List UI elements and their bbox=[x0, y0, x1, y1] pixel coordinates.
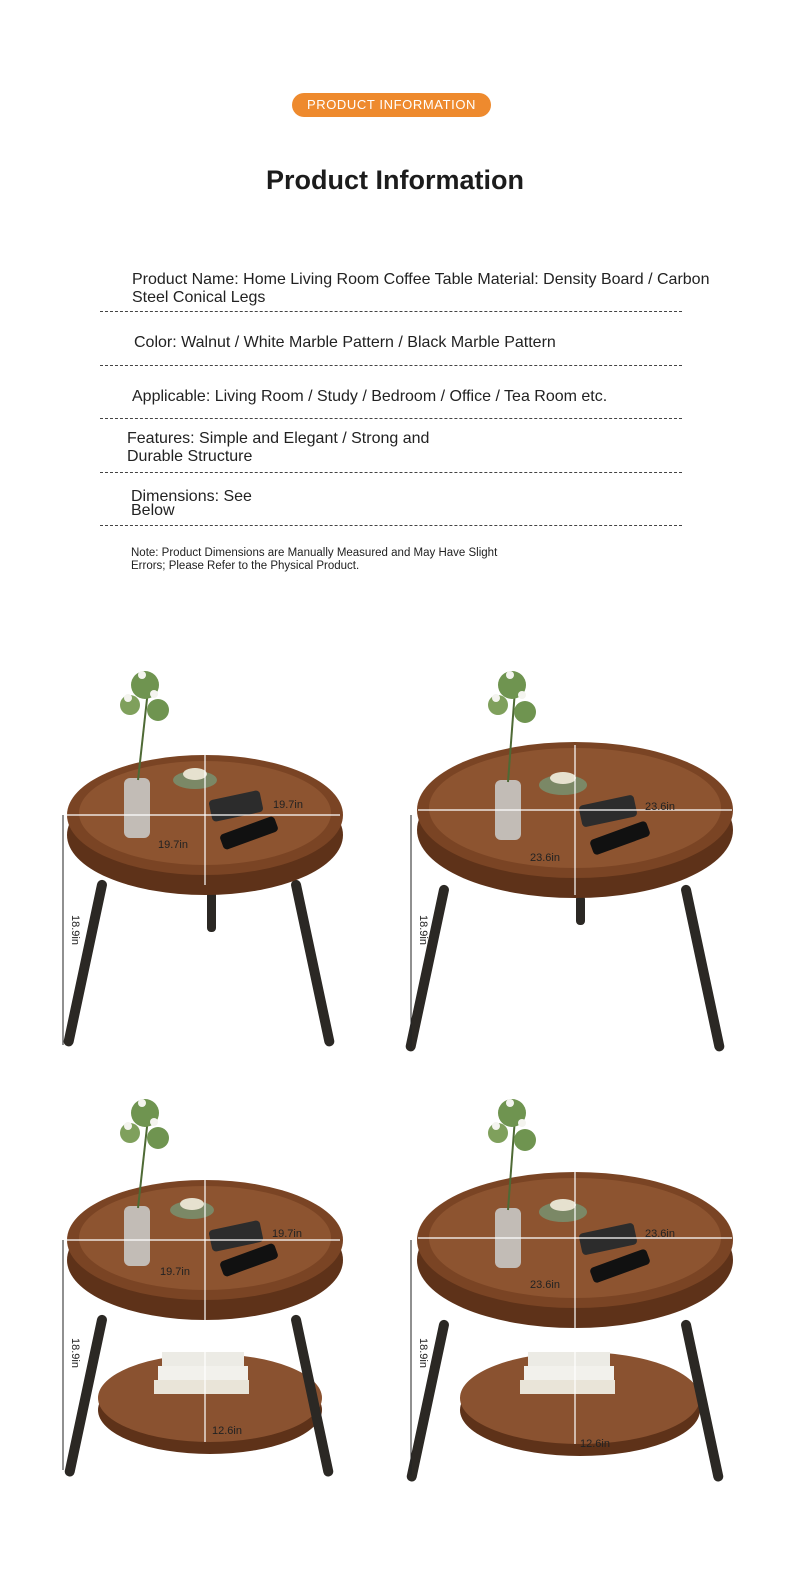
coffee-cup bbox=[550, 772, 576, 784]
book bbox=[528, 1352, 610, 1366]
spec-applicable: Applicable: Living Room / Study / Bedroom / Office / Tea Room etc. bbox=[132, 388, 608, 405]
product-image-single-large bbox=[400, 650, 760, 1070]
product-information-badge: PRODUCT INFORMATION bbox=[292, 93, 491, 117]
height-label: 18.9in bbox=[69, 915, 81, 945]
table-leg bbox=[207, 890, 216, 932]
table-leg bbox=[576, 895, 585, 925]
depth-label: 19.7in bbox=[160, 1266, 190, 1278]
page-title: Product Information bbox=[266, 165, 524, 195]
height-label: 18.9in bbox=[417, 915, 429, 945]
vase bbox=[124, 1206, 150, 1266]
width-label: 23.6in bbox=[645, 801, 675, 813]
divider bbox=[100, 311, 682, 312]
width-label: 19.7in bbox=[272, 1228, 302, 1240]
book bbox=[524, 1366, 614, 1380]
coffee-cup bbox=[183, 768, 207, 780]
product-image-single-small bbox=[50, 650, 410, 1070]
book bbox=[158, 1366, 248, 1380]
divider bbox=[100, 418, 682, 419]
spec-product-name: Product Name: Home Living Room Coffee Table Material: Density Board / Carbon Steel Conical Legs bbox=[132, 271, 710, 306]
table-leg bbox=[290, 879, 335, 1047]
depth-label: 19.7in bbox=[158, 839, 188, 851]
divider bbox=[100, 472, 682, 473]
width-label: 19.7in bbox=[273, 799, 303, 811]
divider bbox=[100, 365, 682, 366]
table-leg bbox=[680, 884, 725, 1052]
coffee-cup bbox=[180, 1198, 204, 1210]
book bbox=[520, 1380, 615, 1394]
width-label: 23.6in bbox=[645, 1228, 675, 1240]
shelf-height-label: 12.6in bbox=[212, 1425, 242, 1437]
spec-features: Features: Simple and Elegant / Strong and Durable Structure bbox=[127, 430, 430, 465]
book bbox=[162, 1352, 244, 1366]
product-image-double-small bbox=[50, 1080, 410, 1500]
table-leg bbox=[63, 879, 108, 1047]
spec-color: Color: Walnut / White Marble Pattern / Black Marble Pattern bbox=[134, 334, 556, 351]
book bbox=[154, 1380, 249, 1394]
depth-label: 23.6in bbox=[530, 852, 560, 864]
table-leg bbox=[405, 884, 450, 1052]
depth-label: 23.6in bbox=[530, 1279, 560, 1291]
height-label: 18.9in bbox=[417, 1338, 429, 1368]
spec-dimensions: Dimensions: See Below bbox=[131, 488, 252, 519]
coffee-cup bbox=[550, 1199, 576, 1211]
vase bbox=[124, 778, 150, 838]
measurement-note: Note: Product Dimensions are Manually Measured and May Have Slight Errors; Please Refer to the Physical Product. bbox=[131, 547, 498, 572]
divider bbox=[100, 525, 682, 526]
shelf-height-label: 12.6in bbox=[580, 1438, 610, 1450]
height-label: 18.9in bbox=[69, 1338, 81, 1368]
product-image-double-large bbox=[400, 1080, 760, 1500]
